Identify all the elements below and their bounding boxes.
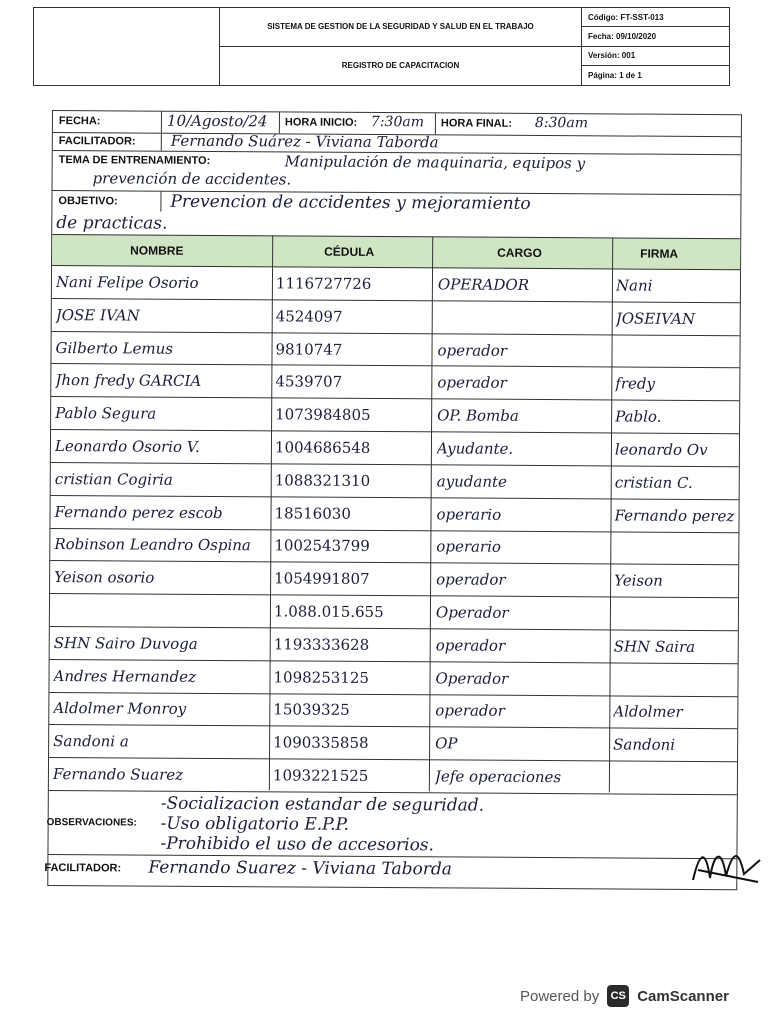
cell-nombre: Sandoni a [53,732,129,751]
document-header [33,7,730,86]
cell-cargo: Ayudante. [436,439,514,458]
cell-nombre: Gilberto Lemus [55,338,174,358]
hora-inicio-value: 7:30am [370,113,425,131]
facilitator-signature [688,840,768,890]
col-cargo: CARGO [497,245,542,260]
cell-nombre: Jhon fredy GARCIA [55,371,202,391]
tema-label: TEMA DE ENTRENAMIENTO: [58,154,211,167]
table-row [51,430,739,467]
table-row [51,364,739,401]
cell-cedula: 1090335858 [273,733,369,753]
cell-cedula: 9810747 [275,339,343,359]
objetivo-row [52,191,740,238]
cell-firma: JOSEIVAN [615,309,696,328]
table-row [50,561,738,598]
cell-nombre: Yeison osorio [54,568,155,587]
doc-date: Fecha: 09/10/2020 [582,27,729,46]
form-title: REGISTRO DE CAPACITACION [341,61,460,71]
powered-by-text: Powered by [520,987,600,1005]
cell-cargo [438,301,610,334]
cell-firma [613,762,737,795]
cell-cedula: 1073984805 [275,405,371,425]
camscanner-brand: CamScanner [637,987,729,1005]
camscanner-icon: CS [607,985,629,1007]
cell-firma [613,663,737,696]
cell-firma: Fernando perez [614,506,735,525]
cell-cedula: 1116727726 [275,274,372,293]
cell-firma: SHN Saira [613,637,696,656]
hora-final-value: 8:30am [534,114,589,132]
cell-cargo: OPERADOR [437,275,530,294]
table-row [49,758,737,795]
table-row [49,693,737,730]
cell-nombre [54,594,268,627]
table-row [52,299,740,336]
col-nombre: NOMBRE [130,243,184,258]
cell-cargo: Operador [435,669,509,688]
fecha-value: 10/Agosto/24 [166,111,268,131]
scanner-watermark [520,985,729,1007]
hora-inicio-label: HORA INICIO: [284,116,358,129]
hora-final-label: HORA FINAL: [440,117,513,130]
cell-firma [614,598,738,631]
objetivo-value-1: Prevencion de accidentes y mejoramiento [170,191,531,214]
header-titles [220,8,582,85]
cell-cedula: 1004686548 [274,438,371,457]
tema-value-1: Manipulación de maquinaria, equipos y [284,152,586,173]
objetivo-label: OBJETIVO: [58,195,118,208]
facilitador-label: FACILITADOR: [58,135,136,148]
cell-cargo: ayudante [436,472,507,491]
observaciones-section [48,791,736,859]
attendance-table-body [49,266,740,795]
facilitador-footer-value: Fernando Suarez - Viviana Taborda [148,857,452,880]
facilitador-footer-label: FACILITADOR: [44,861,122,875]
cell-cedula: 1.088.015.655 [273,602,384,622]
cell-cedula: 18516030 [274,503,351,523]
cell-nombre: SHN Sairo Duvoga [53,633,198,653]
logo-area [34,8,220,85]
cell-cargo: operador [437,340,508,360]
cell-cedula: 15039325 [273,700,350,720]
table-row [49,660,737,697]
cell-cedula: 1088321310 [274,471,371,490]
table-row [50,528,738,565]
cell-nombre: Andres Hernandez [53,666,196,686]
cell-firma: leonardo Ov [614,440,708,459]
cell-cedula: 1002543799 [274,536,370,556]
cell-nombre: Fernando Suarez [52,765,184,784]
table-row [51,332,739,369]
cell-cargo: operario [436,537,502,557]
col-firma: FIRMA [640,246,679,261]
cell-cargo: operador [435,636,506,655]
training-form [44,110,742,890]
cell-firma: fredy [615,374,656,394]
cell-firma: Sandoni [613,735,676,755]
doc-code: Código: FT-SST-013 [582,8,729,27]
table-row [52,266,740,303]
cell-firma [614,532,738,565]
facilitador-footer [44,855,736,889]
cell-cedula: 1054991807 [274,569,370,589]
cell-cargo: OP [435,734,458,753]
cell-cedula: 4524097 [275,307,343,326]
attendance-table-header [52,234,740,270]
cell-cargo: operario [436,504,502,524]
cell-nombre: Fernando perez escob [54,502,223,522]
cell-cargo: Operador [435,603,509,622]
tema-value-2: prevención de accidentes. [92,169,292,189]
observacion-line-2: -Uso obligatorio E.P.P. [160,813,350,835]
fecha-label: FECHA: [58,115,101,128]
cell-cedula: 1093221525 [272,766,369,786]
cell-cargo: OP. Bomba [437,406,519,426]
cell-firma: Nani [615,276,653,295]
tema-row [53,151,741,195]
cell-firma: Yeison [614,571,663,590]
observaciones-label: OBSERVACIONES: [46,816,137,829]
observacion-line-1: -Socializacion estandar de seguridad. [160,793,485,816]
cell-cedula: 4539707 [275,372,343,392]
cell-firma: Aldolmer [613,702,683,722]
doc-version: Versión: 001 [582,47,729,66]
system-title: SISTEMA DE GESTION DE LA SEGURIDAD Y SALUD EN EL TRABAJO [220,8,581,47]
cell-cargo: operador [436,570,506,589]
cell-nombre: Pablo Segura [55,404,157,423]
cell-cargo: operador [437,373,507,393]
table-row [49,725,737,762]
table-row [50,496,738,533]
cell-cedula: 1098253125 [273,668,370,687]
observacion-line-3: -Prohibido el uso de accesorios. [160,833,435,856]
objetivo-value-2: de practicas. [56,213,168,234]
table-row [50,627,738,664]
cell-cedula: 1193333628 [273,635,370,654]
table-row [50,594,738,631]
cell-nombre: Aldolmer Monroy [53,699,187,719]
cell-firma: Pablo. [615,407,662,426]
col-cedula: CÉDULA [324,244,375,259]
cell-cargo: operador [435,701,505,721]
cell-nombre: JOSE IVAN [55,305,140,325]
cell-cargo: Jefe operaciones [434,767,562,787]
cell-nombre: Nani Felipe Osorio [55,272,199,292]
table-row [51,463,739,500]
table-row [51,397,739,434]
cell-firma: cristian C. [614,473,693,492]
cell-nombre: cristian Cogiria [54,469,173,489]
doc-page: Página: 1 de 1 [588,70,642,80]
cell-nombre: Leonardo Osorio V. [54,436,200,456]
header-meta [582,8,729,85]
cell-nombre: Robinson Leandro Ospina [54,535,251,555]
facilitador-value: Fernando Suárez - Viviana Taborda [170,131,439,152]
cell-firma [615,335,739,368]
